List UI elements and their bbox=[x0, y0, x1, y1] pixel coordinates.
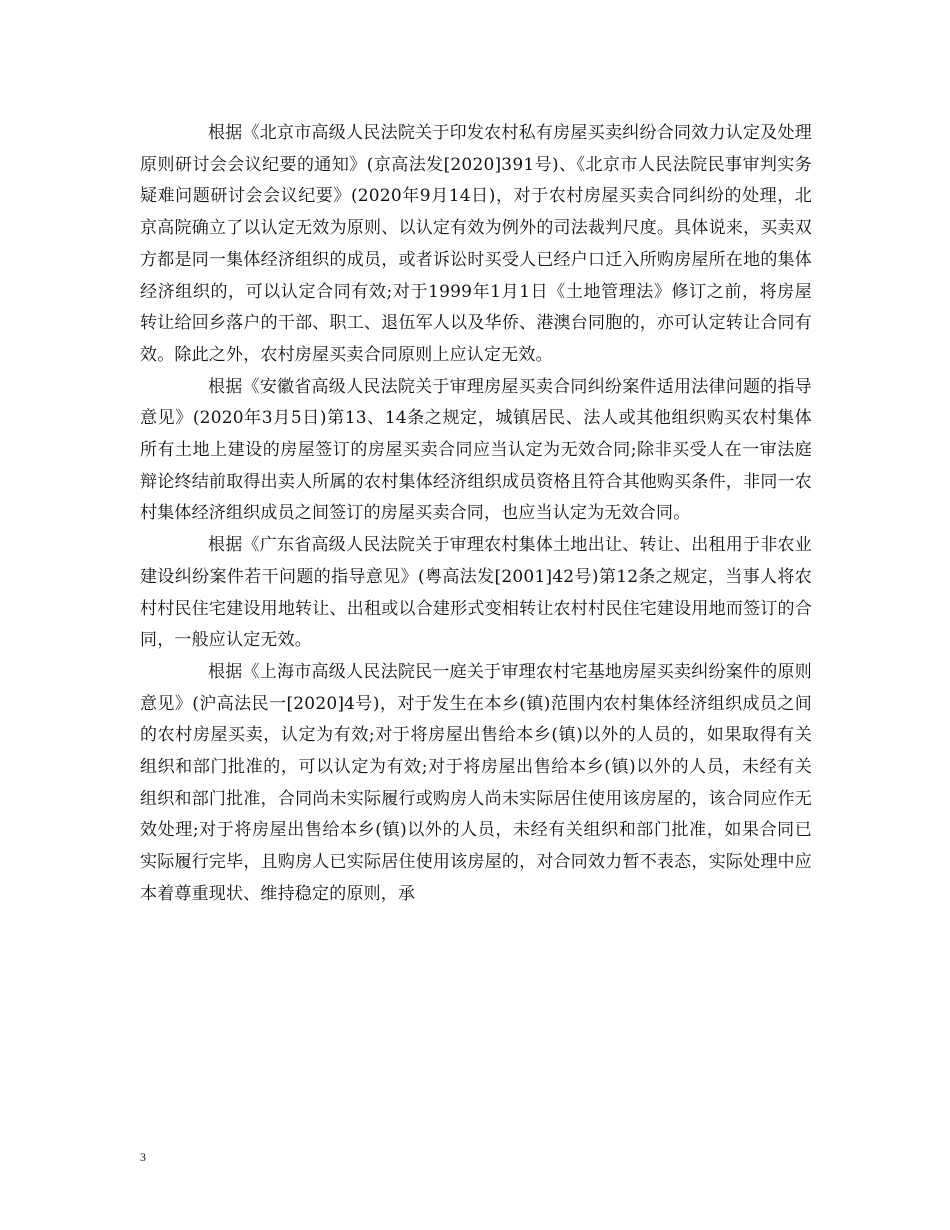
paragraph-guangdong: 根据《广东省高级人民法院关于审理农村集体土地出让、转让、出租用于非农业建设纠纷案件若干问题的指导意见》(粤高法发[2001]42号)第12条之规定，当事人将农村村民住宅建设用地转让、出租或以合建形式变相转让农村村民住宅建设用地而签订的合同，一般应认定无效。 bbox=[140, 535, 812, 651]
document-body bbox=[140, 118, 812, 911]
page-number: 3 bbox=[140, 1150, 146, 1164]
paragraph-beijing: 根据《北京市高级人民法院关于印发农村私有房屋买卖纠纷合同效力认定及处理原则研讨会会议纪要的通知》(京高法发[2020]391号)、《北京市人民法院民事审判实务疑难问题研讨会会议纪要》(2020年9月14日)，对于农村房屋买卖合同纠纷的处理，北京高院确立了以认定无效为原则、以认定有效为例外的司法裁判尺度。具体说来，买卖双方都是同一集体经济组织的成员，或者诉讼时买受人已经户口迁入所购房屋所在地的集体经济组织的，可以认定合同有效;对于1999年1月1日《土地管理法》修订之前，将房屋转让给回乡落户的干部、职工、退伍军人以及华侨、港澳台同胞的，亦可认定转让合同有效。除此之外，农村房屋买卖合同原则上应认定无效。 bbox=[140, 123, 812, 365]
paragraph-shanghai: 根据《上海市高级人民法院民一庭关于审理农村宅基地房屋买卖纠纷案件的原则意见》(沪高法民一[2020]4号)，对于发生在本乡(镇)范围内农村集体经济组织成员之间的农村房屋买卖，认定为有效;对于将房屋出售给本乡(镇)以外的人员的，如果取得有关组织和部门批准的，可以认定为有效;对于将房屋出售给本乡(镇)以外的人员，未经有关组织和部门批准，合同尚未实际履行或购房人尚未实际居住使用该房屋的，该合同应作无效处理;对于将房屋出售给本乡(镇)以外的人员，未经有关组织和部门批准，如果合同已实际履行完毕，且购房人已实际居住使用该房屋的，对合同效力暂不表态，实际处理中应本着尊重现状、维持稳定的原则，承 bbox=[140, 661, 812, 904]
paragraph-anhui: 根据《安徽省高级人民法院关于审理房屋买卖合同纠纷案件适用法律问题的指导意见》(2020年3月5日)第13、14条之规定，城镇居民、法人或其他组织购买农村集体所有土地上建设的房屋签订的房屋买卖合同应当认定为无效合同;除非买受人在一审法庭辩论终结前取得出卖人所属的农村集体经济组织成员资格且符合其他购买条件，非同一农村集体经济组织成员之间签订的房屋买卖合同，也应当认定为无效合同。 bbox=[140, 376, 812, 524]
